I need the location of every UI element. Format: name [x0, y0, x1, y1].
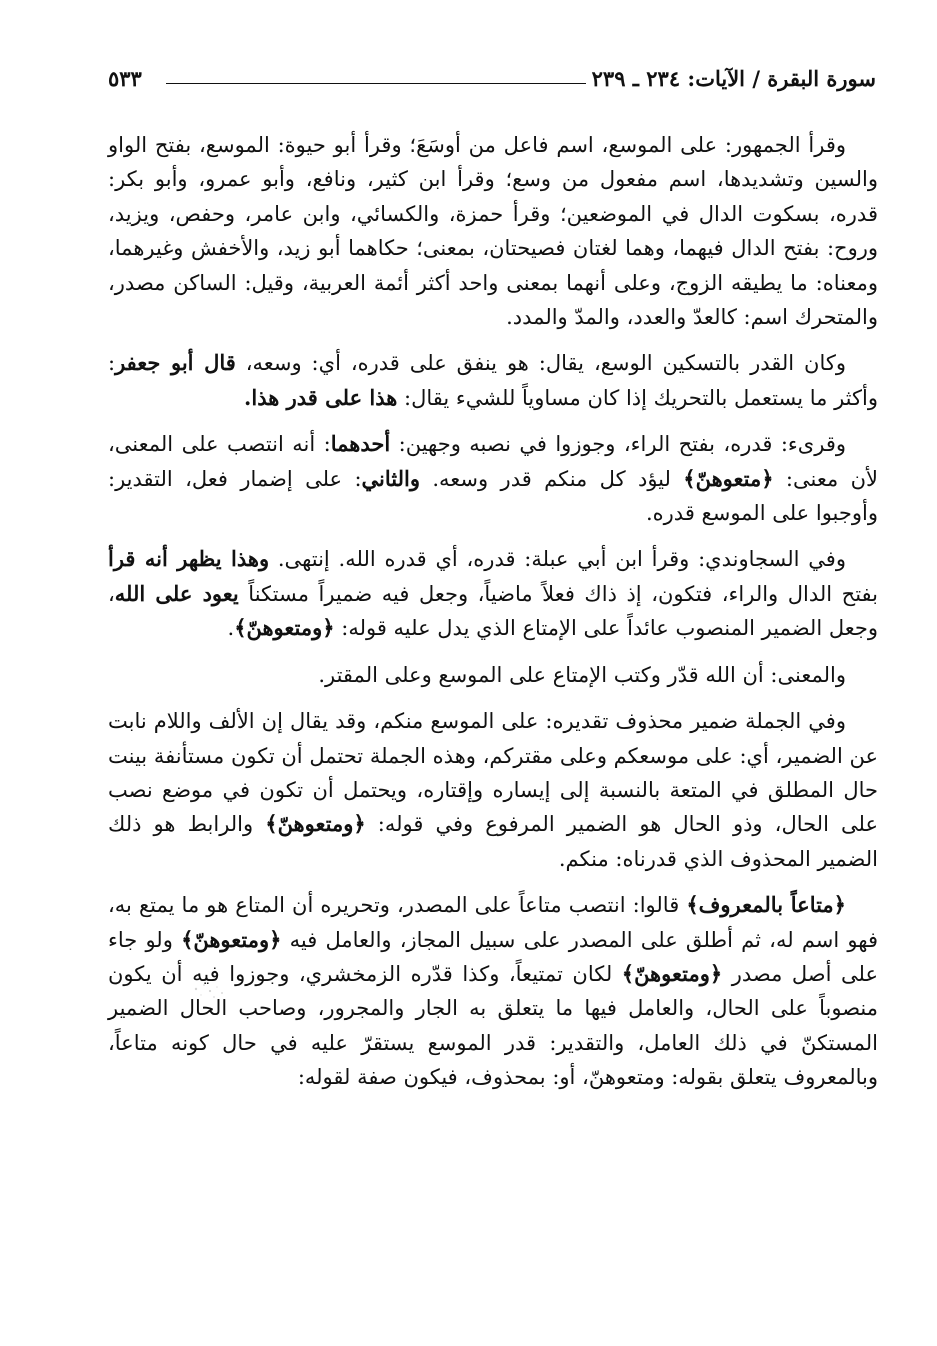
- text-run: : على إضمار فعل، التقدير: وأوجبوا على الموسع قدره.: [108, 466, 878, 526]
- bold-text-run: ﴿ومتعوهنّ﴾: [621, 960, 723, 986]
- bold-text-run: ﴿ومتعوهنّ﴾: [265, 811, 366, 837]
- text-run: ، وجعل الضمير المنصوب عائداً على الإمتاع الذي يدل عليه قوله:: [108, 581, 878, 641]
- bold-text-run: قال أبو جعفر: [115, 350, 236, 376]
- paragraph: [108, 542, 878, 645]
- bold-text-run: هذا على قدر هذا.: [244, 384, 398, 410]
- running-title: سورة البقرة / الآيات: ٢٣٤ ـ ٢٣٩: [591, 66, 876, 91]
- header-rule: [166, 83, 586, 84]
- body-text: [108, 128, 878, 1095]
- text-run: وقرأ الجمهور: على الموسع، اسم فاعل من أوسَعَ؛ وقرأ أبو حيوة: الموسع، بفتح الواو والسين وتشديدها، اسم مفعول من وسع؛ وقرأ ابن كثير، ونافع، وأبو عمرو، وأبو بكر: قدره، بسكوت الدال في الموضعين؛ وقرأ حمزة، والكسائي، وابن عامر، وحفص، ويزيد، وروح: بفتح الدال فيهما، وهما لغتان فصيحتان، بمعنى؛ حكاهما أبو زيد، والأخفش وغيرهما، ومعناه: ما يطيقه الزوج، وعلى أنهما بمعنى واحد أكثر أئمة العربية، وقيل: الساكن مصدر، والمتحرك اسم: كالعدّ والعدد، والمدّ والمدد.: [108, 133, 878, 330]
- bold-text-run: يعود على الله: [114, 580, 239, 606]
- text-run: : أنه انتصب على المعنى، لأن معنى:: [108, 432, 878, 491]
- text-run: بفتح الدال والراء، فتكون، إذ ذاك فعلاً ماضياً، وجعل فيه ضميراً مستكناً: [238, 581, 878, 606]
- bold-text-run: أحدهما: [330, 431, 391, 457]
- text-run: والرابط هو ذلك الضمير المحذوف الذي قدرناه: منكم.: [108, 812, 878, 871]
- bold-text-run: والثاني: [361, 465, 420, 491]
- page-number: ٥٣٣: [108, 66, 142, 91]
- text-run: ولو جاء على أصل مصدر: [108, 927, 878, 986]
- text-run: وفي السجاوندي: وقرأ ابن أبي عبلة: قدره، أي قدره الله. إنتهى.: [269, 547, 846, 572]
- paragraph: [108, 346, 878, 415]
- bold-text-run: ﴿ومتعوهنّ﴾: [234, 615, 335, 641]
- text-run: وفي الجملة ضمير محذوف تقديره: على الموسع منكم، وقد يقال إن الألف واللام نابت عن الضمير، أي: على موسعكم وعلى مقتركم، وهذه الجملة تحتمل أن تكون مستأنفة بينت حال المطلق في المتعة بالنسبة إلى إيساره وإقتاره، ويحتمل أن تكون في موضع نصب على الحال، وذو الحال هو الضمير المرفوع وفي قوله:: [108, 709, 878, 837]
- paragraph: [108, 658, 878, 692]
- page-header: [108, 60, 876, 100]
- bold-text-run: ﴿ومتعوهنّ﴾: [181, 926, 282, 952]
- bold-text-run: وهذا يظهر أنه قرأ: [108, 546, 270, 572]
- text-run: قالوا: انتصب متاعاً على المصدر، وتحريره أن المتاع هو ما يمتع به، فهو اسم له، ثم أطلق على المصدر على سبيل المجاز، والعامل فيه: [108, 893, 878, 952]
- bold-text-run: ﴿متعوهنّ﴾: [683, 465, 774, 491]
- text-run: لكان تمتيعاً، وكذا قدّره الزمخشري، وجوزوا فيه أن يكون منصوباً على الحال، والعامل فيها ما يتعلق به الجار والمجرور، وصاحب الحال الضمير المستكنّ في ذلك العامل، والتقدير: قدر الموسع يستقرّ عليه في حال كونه متاعاً، وبالمعروف يتعلق بقوله: ومتعوهنّ، أو: بمحذوف، فيكون صفة لقوله:: [108, 961, 878, 1090]
- paragraph: [108, 128, 878, 334]
- text-run: وقرىء: قدره، بفتح الراء، وجوزوا في نصبه وجهين:: [390, 432, 846, 457]
- text-run: : وأكثر ما يستعمل بالتحريك إذا كان مساوياً للشيء يقال:: [108, 351, 878, 410]
- paragraph: [108, 704, 878, 876]
- text-run: .: [227, 616, 235, 641]
- scan-speck-mark: [186, 975, 232, 1005]
- text-run: ليؤد كل منكم قدر وسعه.: [419, 466, 684, 491]
- paragraph: [108, 427, 878, 530]
- text-run: والمعنى: أن الله قدّر وكتب الإمتاع على الموسع وعلى المقتر.: [318, 662, 846, 687]
- text-run: وكان القدر بالتسكين الوسع، يقال: هو ينفق على قدره، أي: وسعه،: [235, 351, 846, 376]
- bold-text-run: ﴿متاعاً بالمعروف﴾: [686, 892, 846, 918]
